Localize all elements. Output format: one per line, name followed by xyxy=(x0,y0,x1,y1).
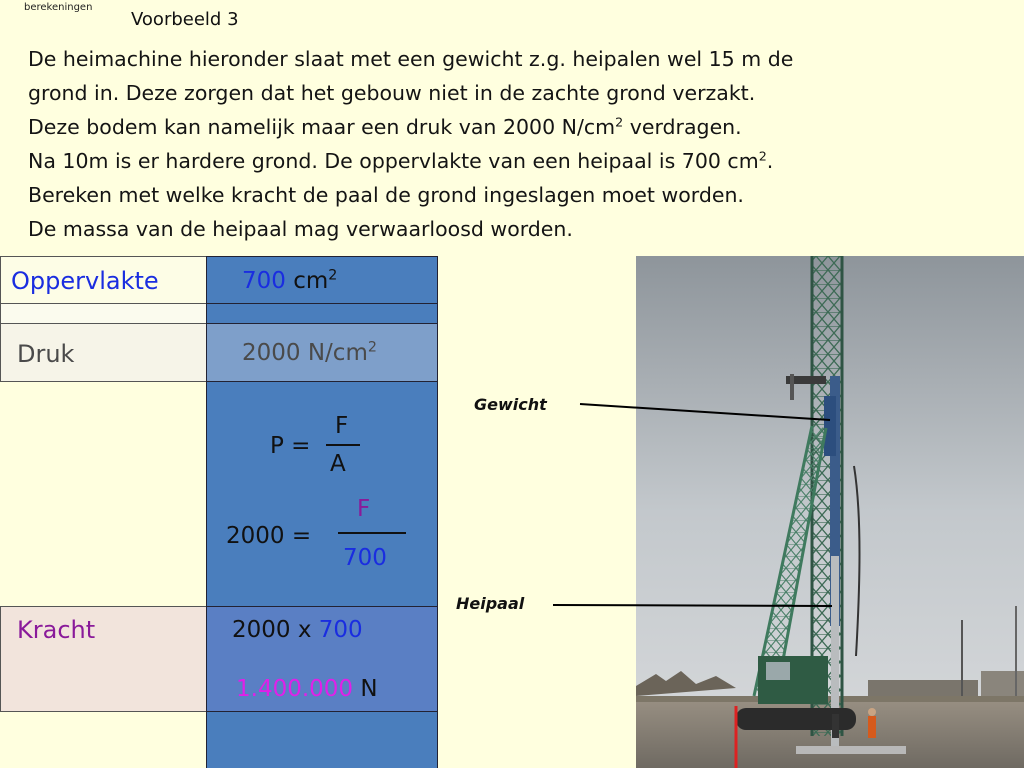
callout-heipaal-label: Heipaal xyxy=(456,594,525,613)
fraction-bar-2 xyxy=(338,532,406,534)
formula-p-label: P = xyxy=(270,433,311,459)
druk-value-cell xyxy=(206,324,438,382)
formula-left-cell xyxy=(0,382,206,606)
pile-driver-photo xyxy=(636,256,1024,768)
oppervlakte-label-cell xyxy=(0,256,206,304)
problem-line-4: Na 10m is er hardere grond. De oppervlakte van een heipaal is 700 $cm^2$. xyxy=(28,148,774,173)
problem-line-2: grond in. Deze zorgen dat het gebouw niet in de zachte grond verzakt. xyxy=(28,81,756,105)
corner-label: berekeningen xyxy=(24,2,93,13)
slide-title: Voorbeeld 3 xyxy=(131,9,239,30)
problem-line-3: Deze bodem kan namelijk maar een druk van 2000 $N/cm^2$ verdragen. xyxy=(28,114,742,139)
formula-eq-numerator: F xyxy=(357,496,371,522)
pile-driver-illustration xyxy=(636,256,1024,768)
oppervlakte-value-cell xyxy=(206,256,438,304)
spacer-value-cell xyxy=(206,304,438,324)
kracht-result: 1.400.000 N xyxy=(236,676,378,702)
oppervlakte-value: 700 $cm^2$ xyxy=(242,267,338,294)
druk-label-cell xyxy=(0,324,206,382)
problem-line-6: De massa van de heipaal mag verwaarloosd worden. xyxy=(28,217,573,241)
callout-gewicht-label: Gewicht xyxy=(474,395,547,414)
kracht-calculation: 2000 x 700 xyxy=(232,617,363,643)
druk-value: 2000 $N/cm^2$ xyxy=(242,339,377,366)
oppervlakte-label: Oppervlakte xyxy=(11,267,159,295)
druk-label: Druk xyxy=(17,340,75,368)
formula-p-denominator: A xyxy=(330,451,346,477)
kracht-label-cell xyxy=(0,606,206,712)
problem-statement xyxy=(28,42,908,246)
bottom-value-cell xyxy=(206,712,438,768)
kracht-label: Kracht xyxy=(17,616,96,644)
formula-eq-label: 2000 = xyxy=(226,523,312,549)
spacer-cell xyxy=(0,304,206,324)
formula-p-numerator: F xyxy=(335,413,349,439)
problem-line-1: De heimachine hieronder slaat met een gewicht z.g. heipalen wel 15 m de xyxy=(28,47,794,71)
fraction-bar-1 xyxy=(326,444,360,446)
problem-line-5: Bereken met welke kracht de paal de grond ingeslagen moet worden. xyxy=(28,183,744,207)
formula-eq-denominator: 700 xyxy=(343,545,387,571)
formula-cell xyxy=(206,382,438,606)
